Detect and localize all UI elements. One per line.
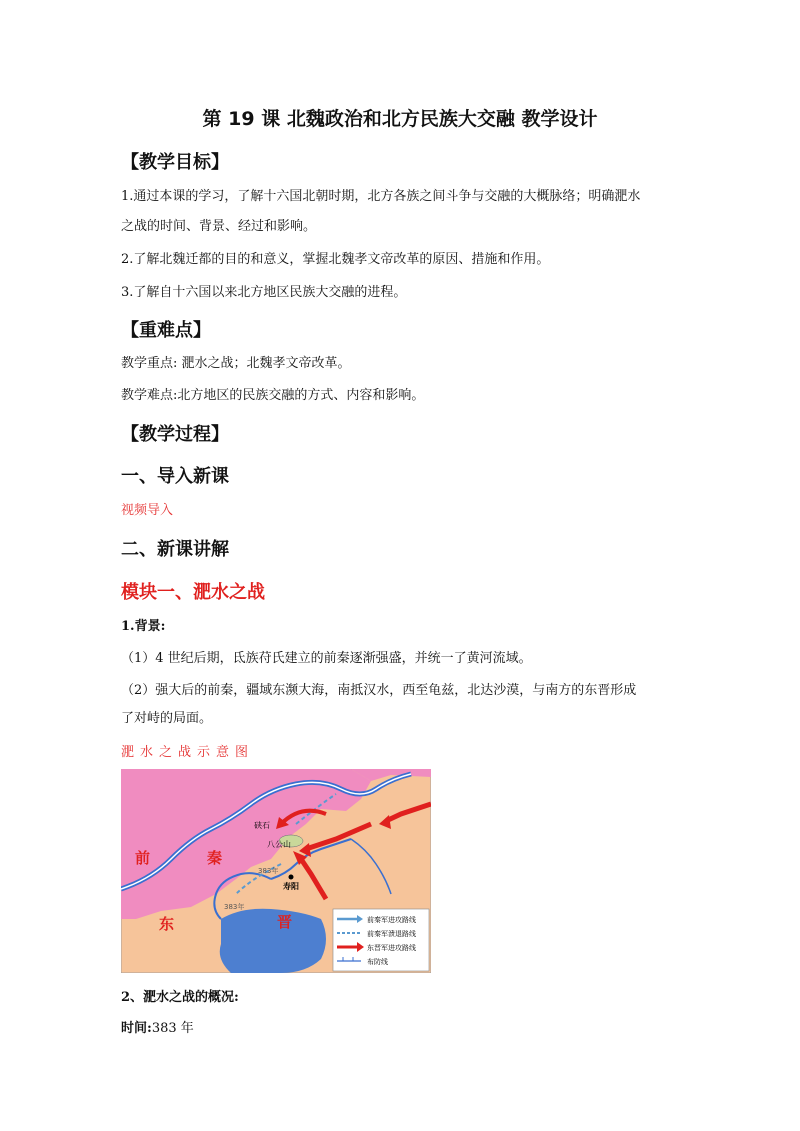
video-intro-link: 视频导入: [121, 503, 174, 518]
time-value: 383 年: [151, 1021, 194, 1036]
module-1-heading: 模块一、淝水之战: [121, 582, 265, 603]
part-1-heading: 一、导入新课: [121, 466, 229, 487]
map-year-383-b: 383年: [224, 903, 245, 911]
background-item-1: （1）4 世纪后期，氐族苻氏建立的前秦逐渐强盛，并统一了黄河流域。: [121, 651, 532, 666]
legend-qin-attack: 前秦军进攻路线: [367, 916, 416, 924]
overview-label: 2、淝水之战的概况:: [121, 990, 239, 1005]
map-place-shouyang: 寿阳: [283, 882, 299, 891]
battle-map: [121, 769, 431, 973]
map-label-qian: 前: [135, 849, 151, 867]
difficult-point: 教学难点:北方地区的民族交融的方式、内容和影响。: [121, 388, 425, 403]
part-2-heading: 二、新课讲解: [121, 539, 229, 560]
background-label: 1.背景:: [121, 619, 166, 634]
page-title: 第 19 课 北魏政治和北方民族大交融 教学设计: [202, 108, 598, 130]
time-row: [121, 1016, 681, 1042]
section-process-heading: 【教学过程】: [121, 424, 229, 445]
section-goals-heading: 【教学目标】: [121, 152, 229, 173]
goal-1-line-2: 之战的时间、背景、经过和影响。: [121, 219, 317, 234]
map-place-bagongshan: 八公山: [267, 840, 291, 849]
goal-1-line-1: 1.通过本课的学习，了解十六国北朝时期，北方各族之间斗争与交融的大概脉络；明确淝水: [121, 189, 641, 204]
map-label-jin: 晋: [277, 913, 293, 931]
background-item-2-line-2: 了对峙的局面。: [121, 711, 213, 726]
map-label-qin: 秦: [207, 849, 223, 867]
legend-jin-attack: 东晋军进攻路线: [367, 944, 416, 952]
goal-2: 2.了解北魏迁都的目的和意义，掌握北魏孝文帝改革的原因、措施和作用。: [121, 252, 550, 267]
map-year-383-a: 383年: [258, 867, 279, 875]
legend-qin-retreat: 前秦军溃退路线: [367, 930, 416, 938]
map-label-dong: 东: [159, 915, 175, 933]
key-point: 教学重点: 淝水之战；北魏孝文帝改革。: [121, 356, 351, 371]
time-label: 时间:: [121, 1021, 152, 1036]
map-place-xiashi: 硖石: [254, 821, 270, 830]
background-item-2-line-1: （2）强大后的前秦，疆域东濒大海，南抵汉水，西至龟兹，北达沙漠，与南方的东晋形成: [121, 683, 637, 698]
section-key-heading: 【重难点】: [121, 320, 211, 341]
map-caption: 淝水之战示意图: [121, 745, 255, 760]
goal-3: 3.了解自十六国以来北方地区民族大交融的进程。: [121, 285, 407, 300]
legend-defense-line: 布防线: [367, 958, 388, 966]
